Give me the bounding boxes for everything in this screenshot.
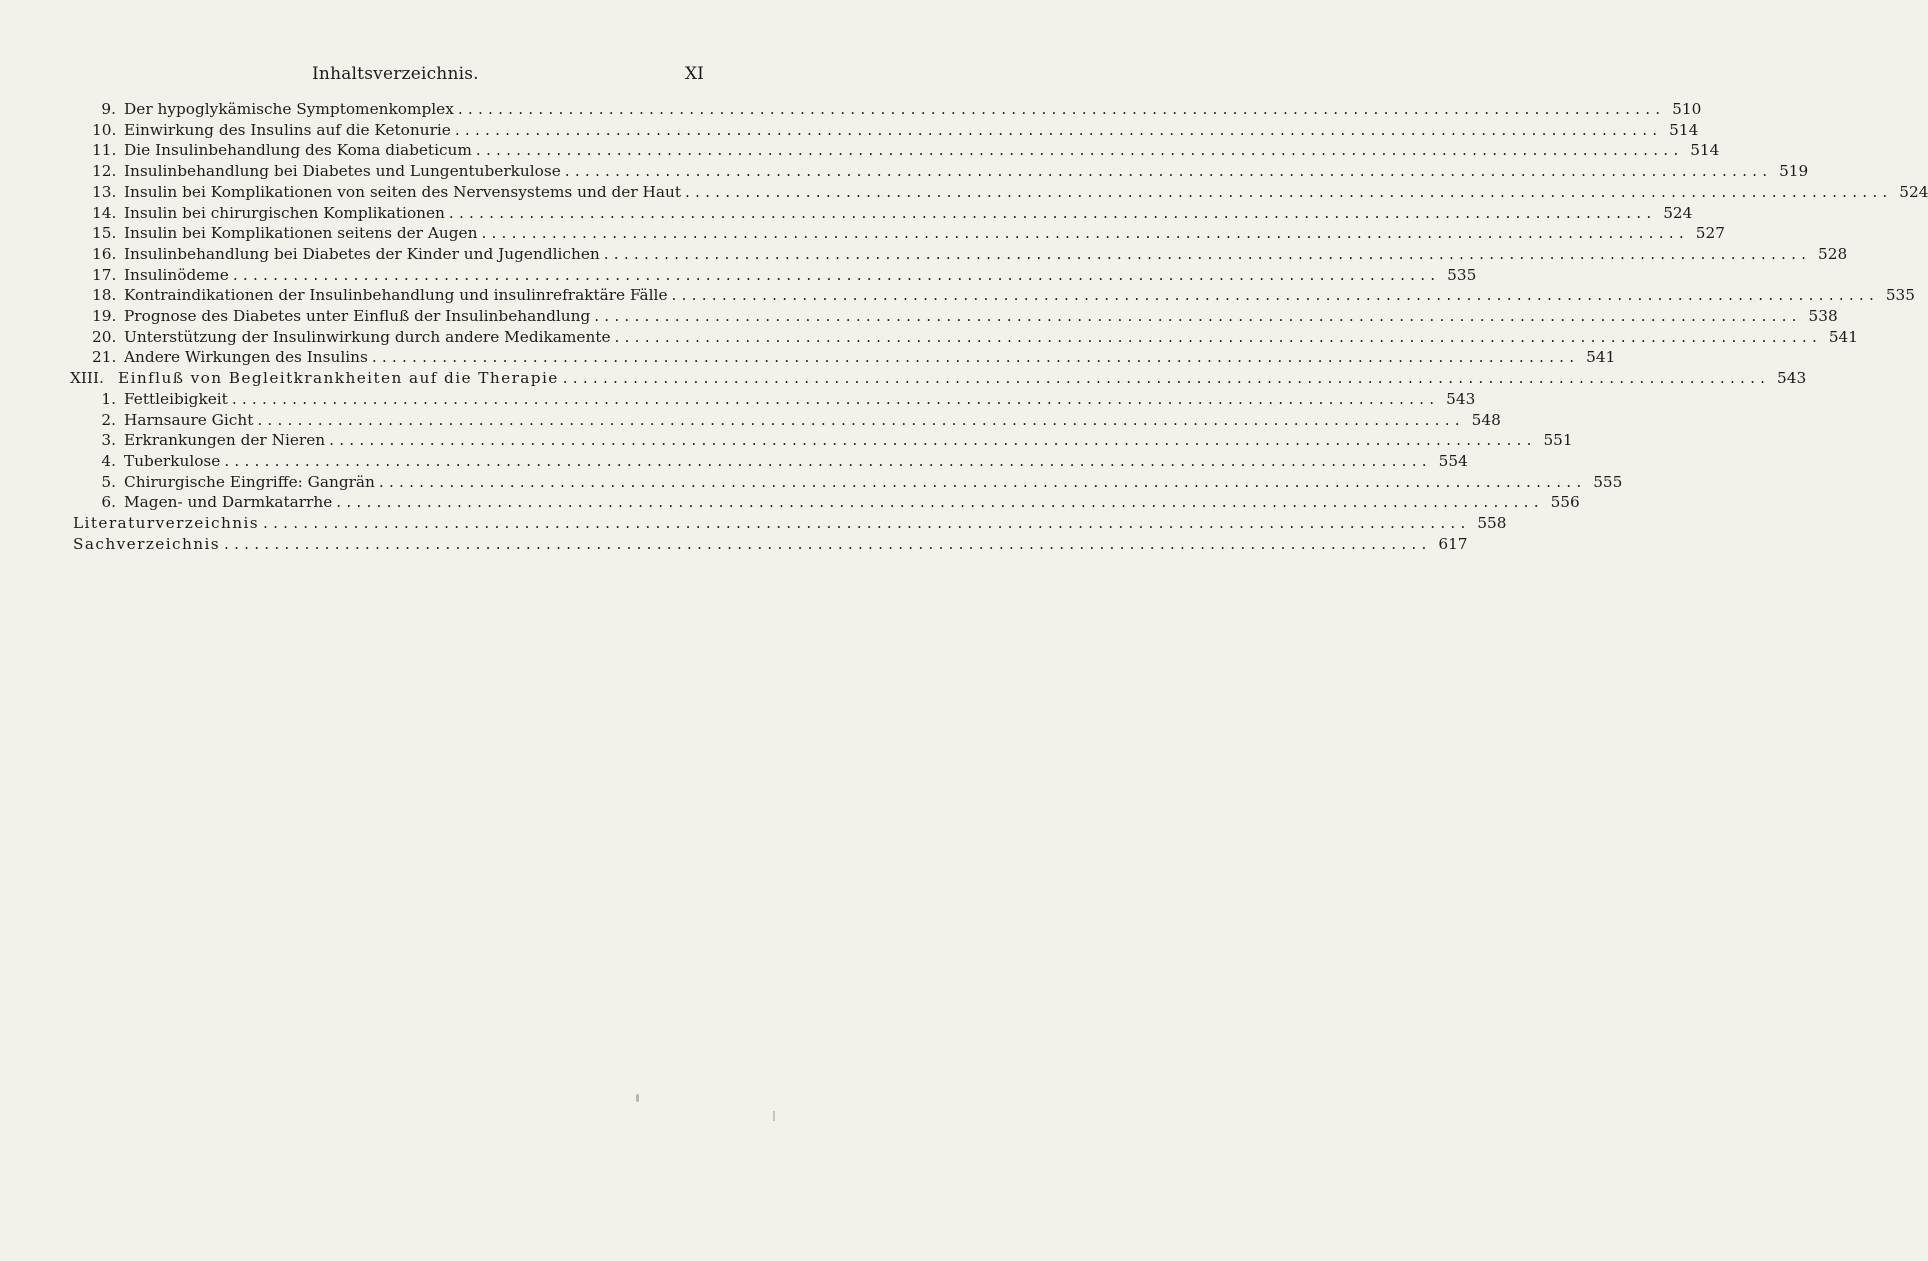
toc-entry-number: 18.	[92, 286, 117, 305]
dot-leader: ........................................................................................................................	[671, 286, 1880, 305]
toc-entry-page: 527	[1695, 224, 1725, 243]
toc-entry-number: 17.	[92, 265, 117, 284]
toc-entry-page: 519	[1779, 162, 1809, 181]
dot-leader: ........................................................................................................................	[475, 141, 1684, 160]
toc-entry-number: 9.	[101, 100, 116, 118]
dot-leader: ........................................................................................................................	[481, 224, 1689, 243]
toc-entry-page: 543	[1446, 389, 1476, 408]
toc-entry	[92, 244, 1848, 265]
toc-entry	[92, 306, 1838, 327]
running-head-title: Inhaltsverzeichnis.	[312, 64, 479, 84]
dot-leader: ........................................................................................................................	[231, 389, 1440, 408]
dot-leader: ........................................................................................................................	[562, 369, 1771, 388]
toc-entry	[92, 99, 1702, 120]
toc-entry-page: 528	[1818, 244, 1848, 263]
toc-entry-title: Einwirkung des Insulins auf die Ketonurie	[124, 120, 451, 139]
toc-entry-number: 2.	[101, 410, 116, 429]
toc-entry-title: Literaturverzeichnis	[73, 514, 260, 532]
toc-entry-page: 617	[1438, 534, 1468, 553]
dot-leader: ........................................................................................................................	[224, 534, 1432, 553]
toc-entry-page: 514	[1690, 141, 1720, 160]
toc-entry-page: 554	[1438, 451, 1468, 470]
toc-section-entry	[73, 534, 1468, 555]
toc-entry-number: 5.	[101, 472, 116, 491]
toc-entry-number: XIII.	[70, 369, 104, 388]
dot-leader: ........................................................................................................................	[232, 265, 1441, 284]
toc-entry-page: 556	[1550, 493, 1580, 512]
toc-entry-page: 524	[1663, 203, 1693, 222]
toc-entry	[92, 347, 1616, 368]
toc-entry	[92, 285, 1916, 306]
toc-entry-page: 548	[1471, 410, 1501, 429]
toc-entry	[92, 327, 1859, 348]
toc-entry-number: 13.	[92, 182, 117, 201]
dot-leader: ........................................................................................................................	[457, 100, 1666, 118]
toc-entry	[92, 472, 1623, 493]
toc-entry-page: 535	[1447, 265, 1477, 284]
toc-entry-number: 6.	[101, 493, 116, 512]
toc-entry-page: 510	[1672, 100, 1702, 118]
toc-entry-number: 11.	[92, 141, 117, 160]
toc-entry-title: Unterstützung der Insulinwirkung durch andere Medikamente	[124, 327, 611, 346]
dot-leader: ........................................................................................................................	[329, 431, 1537, 450]
dot-leader: ........................................................................................................................	[564, 162, 1773, 181]
toc-entry-page: 558	[1477, 514, 1507, 532]
toc-entry	[92, 265, 1477, 286]
toc-entry-number: 14.	[92, 203, 117, 222]
toc-entry-title: Insulin bei chirurgischen Komplikationen	[124, 203, 445, 222]
print-speck	[636, 1094, 639, 1102]
toc-entry-title: Tuberkulose	[124, 451, 221, 470]
toc-entry-title: Insulinbehandlung bei Diabetes und Lungentuberkulose	[124, 162, 561, 181]
toc-entry-title: Chirurgische Eingriffe: Gangrän	[124, 472, 375, 491]
toc-entry	[92, 203, 1693, 224]
toc-entry-title: Erkrankungen der Nieren	[124, 431, 326, 450]
toc-entry-number: 21.	[92, 348, 117, 367]
page-header	[0, 62, 801, 86]
toc-entry	[92, 389, 1476, 410]
toc-section-entry	[73, 513, 1507, 534]
toc-entry-page: 514	[1669, 120, 1699, 139]
dot-leader: ........................................................................................................................	[684, 182, 1893, 201]
toc-entry-title: Andere Wirkungen des Insulins	[124, 348, 368, 367]
dot-leader: ........................................................................................................................	[603, 244, 1812, 263]
toc-entry-title: Harnsaure Gicht	[124, 410, 254, 429]
dot-leader: ........................................................................................................................	[454, 120, 1663, 139]
toc-entry-number: 20.	[92, 327, 117, 346]
toc-entry-title: Die Insulinbehandlung des Koma diabeticum	[124, 141, 472, 160]
toc-entry	[92, 492, 1580, 513]
toc-entry-number: 19.	[92, 307, 117, 325]
toc-entry-title: Insulinbehandlung bei Diabetes der Kinder und Jugendlichen	[124, 244, 600, 263]
toc-entry	[92, 451, 1468, 472]
toc-entry-page: 541	[1828, 327, 1859, 346]
toc-entry-page: 555	[1593, 472, 1623, 491]
toc-entry-title: Insulinödeme	[124, 265, 229, 284]
toc-entry-number: 12.	[92, 162, 117, 181]
toc-entry-title: Insulin bei Komplikationen von seiten des Nervensystems und der Haut	[124, 182, 681, 201]
toc-entry-page: 538	[1808, 307, 1838, 325]
toc-entry-title: Kontraindikationen der Insulinbehandlung und insulinrefraktäre Fälle	[124, 286, 668, 305]
toc-entry	[92, 182, 1928, 203]
toc-entry-page: 543	[1777, 369, 1807, 388]
dot-leader: ........................................................................................................................	[594, 307, 1802, 325]
toc-entry	[92, 410, 1501, 431]
toc-entry-number: 1.	[101, 389, 116, 408]
toc-entry	[92, 120, 1699, 141]
dot-leader: ........................................................................................................................	[224, 451, 1432, 470]
toc-entry-page: 535	[1885, 286, 1916, 305]
toc-entry-title: Der hypoglykämische Symptomenkomplex	[124, 100, 454, 118]
toc-entry-title: Sachverzeichnis	[73, 534, 221, 553]
toc-entry-page: 551	[1543, 431, 1573, 450]
toc-entry	[92, 223, 1725, 244]
toc-entry	[92, 430, 1573, 451]
dot-leader: ........................................................................................................................	[448, 203, 1657, 222]
print-speck	[773, 1111, 775, 1121]
toc-entry-title: Einfluß von Begleitkrankheiten auf die Therapie	[118, 369, 559, 388]
toc-entry	[92, 140, 1720, 161]
dot-leader: ........................................................................................................................	[263, 514, 1471, 532]
running-head-page-number: XI	[685, 64, 704, 84]
dot-leader: ........................................................................................................................	[336, 493, 1544, 512]
toc-entry-number: 10.	[92, 120, 117, 139]
toc-entry-page: 524	[1899, 182, 1928, 201]
dot-leader: ........................................................................................................................	[257, 410, 1465, 429]
toc-entry-title: Insulin bei Komplikationen seitens der Augen	[124, 224, 478, 243]
dot-leader: ........................................................................................................................	[614, 327, 1823, 346]
toc-entry-number: 3.	[101, 431, 116, 450]
toc-entry-title: Fettleibigkeit	[124, 389, 228, 408]
toc-entry-page: 541	[1586, 348, 1616, 367]
dot-leader: ........................................................................................................................	[371, 348, 1580, 367]
toc-entry-number: 16.	[92, 244, 117, 263]
toc-entry-title: Prognose des Diabetes unter Einfluß der Insulinbehandlung	[124, 307, 591, 325]
dot-leader: ........................................................................................................................	[378, 472, 1587, 491]
toc-entry-number: 4.	[101, 451, 116, 470]
toc-entry-number: 15.	[92, 224, 117, 243]
toc-entry	[92, 161, 1809, 182]
toc-chapter-entry	[70, 368, 1807, 389]
toc-entry-title: Magen- und Darmkatarrhe	[124, 493, 333, 512]
